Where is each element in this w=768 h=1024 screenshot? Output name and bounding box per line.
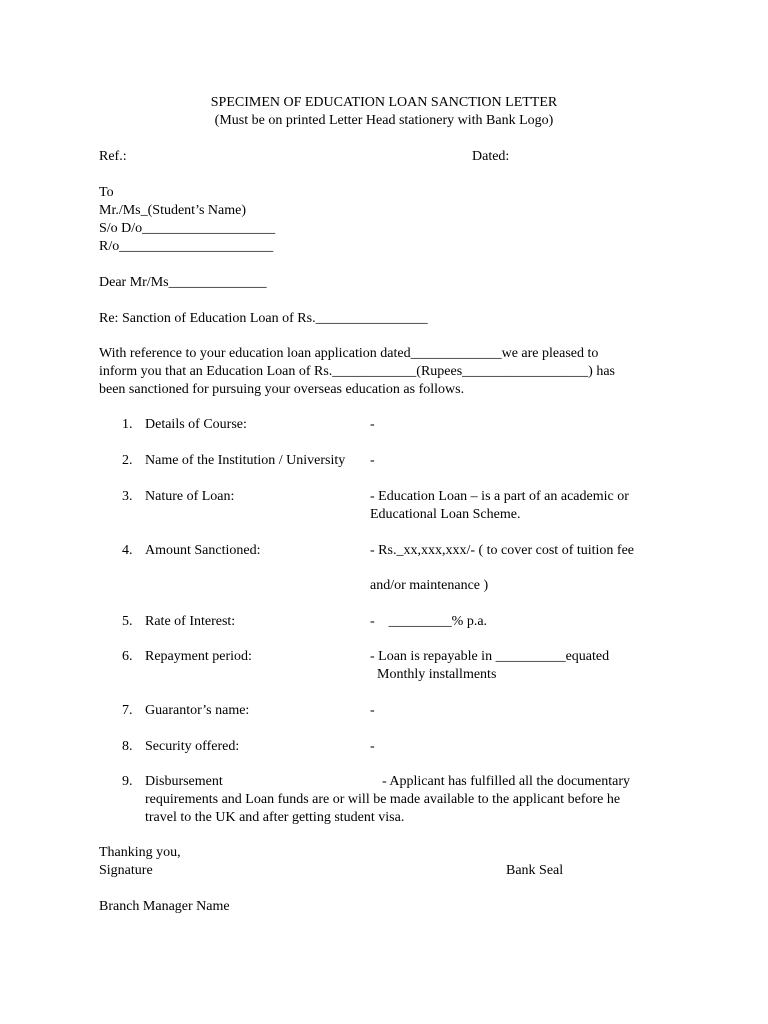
- item-number: 6.: [122, 649, 133, 664]
- item-value-course: -: [370, 417, 375, 432]
- son-daughter-of-line: S/o D/o___________________: [99, 221, 276, 236]
- item-number: 9.: [122, 774, 133, 789]
- resident-of-line: R/o______________________: [99, 239, 274, 254]
- ref-label: Ref.:: [99, 149, 127, 164]
- item-value-loan-nature: - Education Loan – is a part of an academic or: [370, 489, 629, 504]
- item-number: 4.: [122, 543, 133, 558]
- letter-subtitle: (Must be on printed Letter Head stationery with Bank Logo): [214, 113, 554, 128]
- item-value-amount: - Rs._xx,xxx,xxx/- ( to cover cost of tuition fee: [370, 543, 635, 558]
- item-label-institution: Name of the Institution / University: [145, 453, 346, 468]
- item-number: 7.: [122, 703, 133, 718]
- bank-seal-label: Bank Seal: [506, 863, 564, 878]
- item-value-repayment-cont: Monthly installments: [370, 667, 497, 682]
- item-value-guarantor: -: [370, 703, 375, 718]
- item-label-loan-nature: Nature of Loan:: [145, 489, 235, 504]
- item-label-course: Details of Course:: [145, 417, 247, 432]
- item-value-disbursement-cont-1: requirements and Loan funds are or will be made available to the applicant before he: [145, 792, 621, 807]
- item-number: 3.: [122, 489, 133, 504]
- item-label-repayment: Repayment period:: [145, 649, 252, 664]
- item-value-interest: - _________% p.a.: [370, 614, 488, 629]
- body-line-2: inform you that an Education Loan of Rs.____________(Rupees__________________) has: [99, 364, 615, 379]
- dated-label: Dated:: [472, 149, 510, 164]
- item-label-security: Security offered:: [145, 739, 240, 754]
- item-value-institution: -: [370, 453, 375, 468]
- item-number: 8.: [122, 739, 133, 754]
- signature-label: Signature: [99, 863, 153, 878]
- body-line-3: been sanctioned for pursuing your overseas education as follows.: [99, 382, 465, 397]
- item-label-interest: Rate of Interest:: [145, 614, 236, 629]
- item-label-amount: Amount Sanctioned:: [145, 543, 261, 558]
- item-value-security: -: [370, 739, 375, 754]
- letter-title: SPECIMEN OF EDUCATION LOAN SANCTION LETTER: [210, 95, 558, 110]
- student-name-line: Mr./Ms_(Student’s Name): [99, 203, 246, 218]
- item-value-amount-cont: and/or maintenance ): [370, 578, 489, 593]
- item-number: 1.: [122, 417, 133, 432]
- item-number: 2.: [122, 453, 133, 468]
- body-line-1: With reference to your education loan application dated_____________we are pleased to: [99, 346, 599, 361]
- thanking-you: Thanking you,: [99, 845, 181, 860]
- item-value-loan-nature-cont: Educational Loan Scheme.: [370, 507, 521, 522]
- item-label-disbursement: Disbursement: [145, 774, 223, 789]
- subject-line: Re: Sanction of Education Loan of Rs.________________: [99, 311, 428, 326]
- item-value-disbursement-cont-2: travel to the UK and after getting student visa.: [145, 810, 405, 825]
- branch-manager-name: Branch Manager Name: [99, 899, 230, 914]
- to-label: To: [99, 185, 114, 200]
- salutation: Dear Mr/Ms______________: [99, 275, 267, 290]
- item-value-repayment: - Loan is repayable in __________equated: [370, 649, 610, 664]
- item-value-disbursement: - Applicant has fulfilled all the documentary: [382, 774, 631, 789]
- item-label-guarantor: Guarantor’s name:: [145, 703, 250, 718]
- item-number: 5.: [122, 614, 133, 629]
